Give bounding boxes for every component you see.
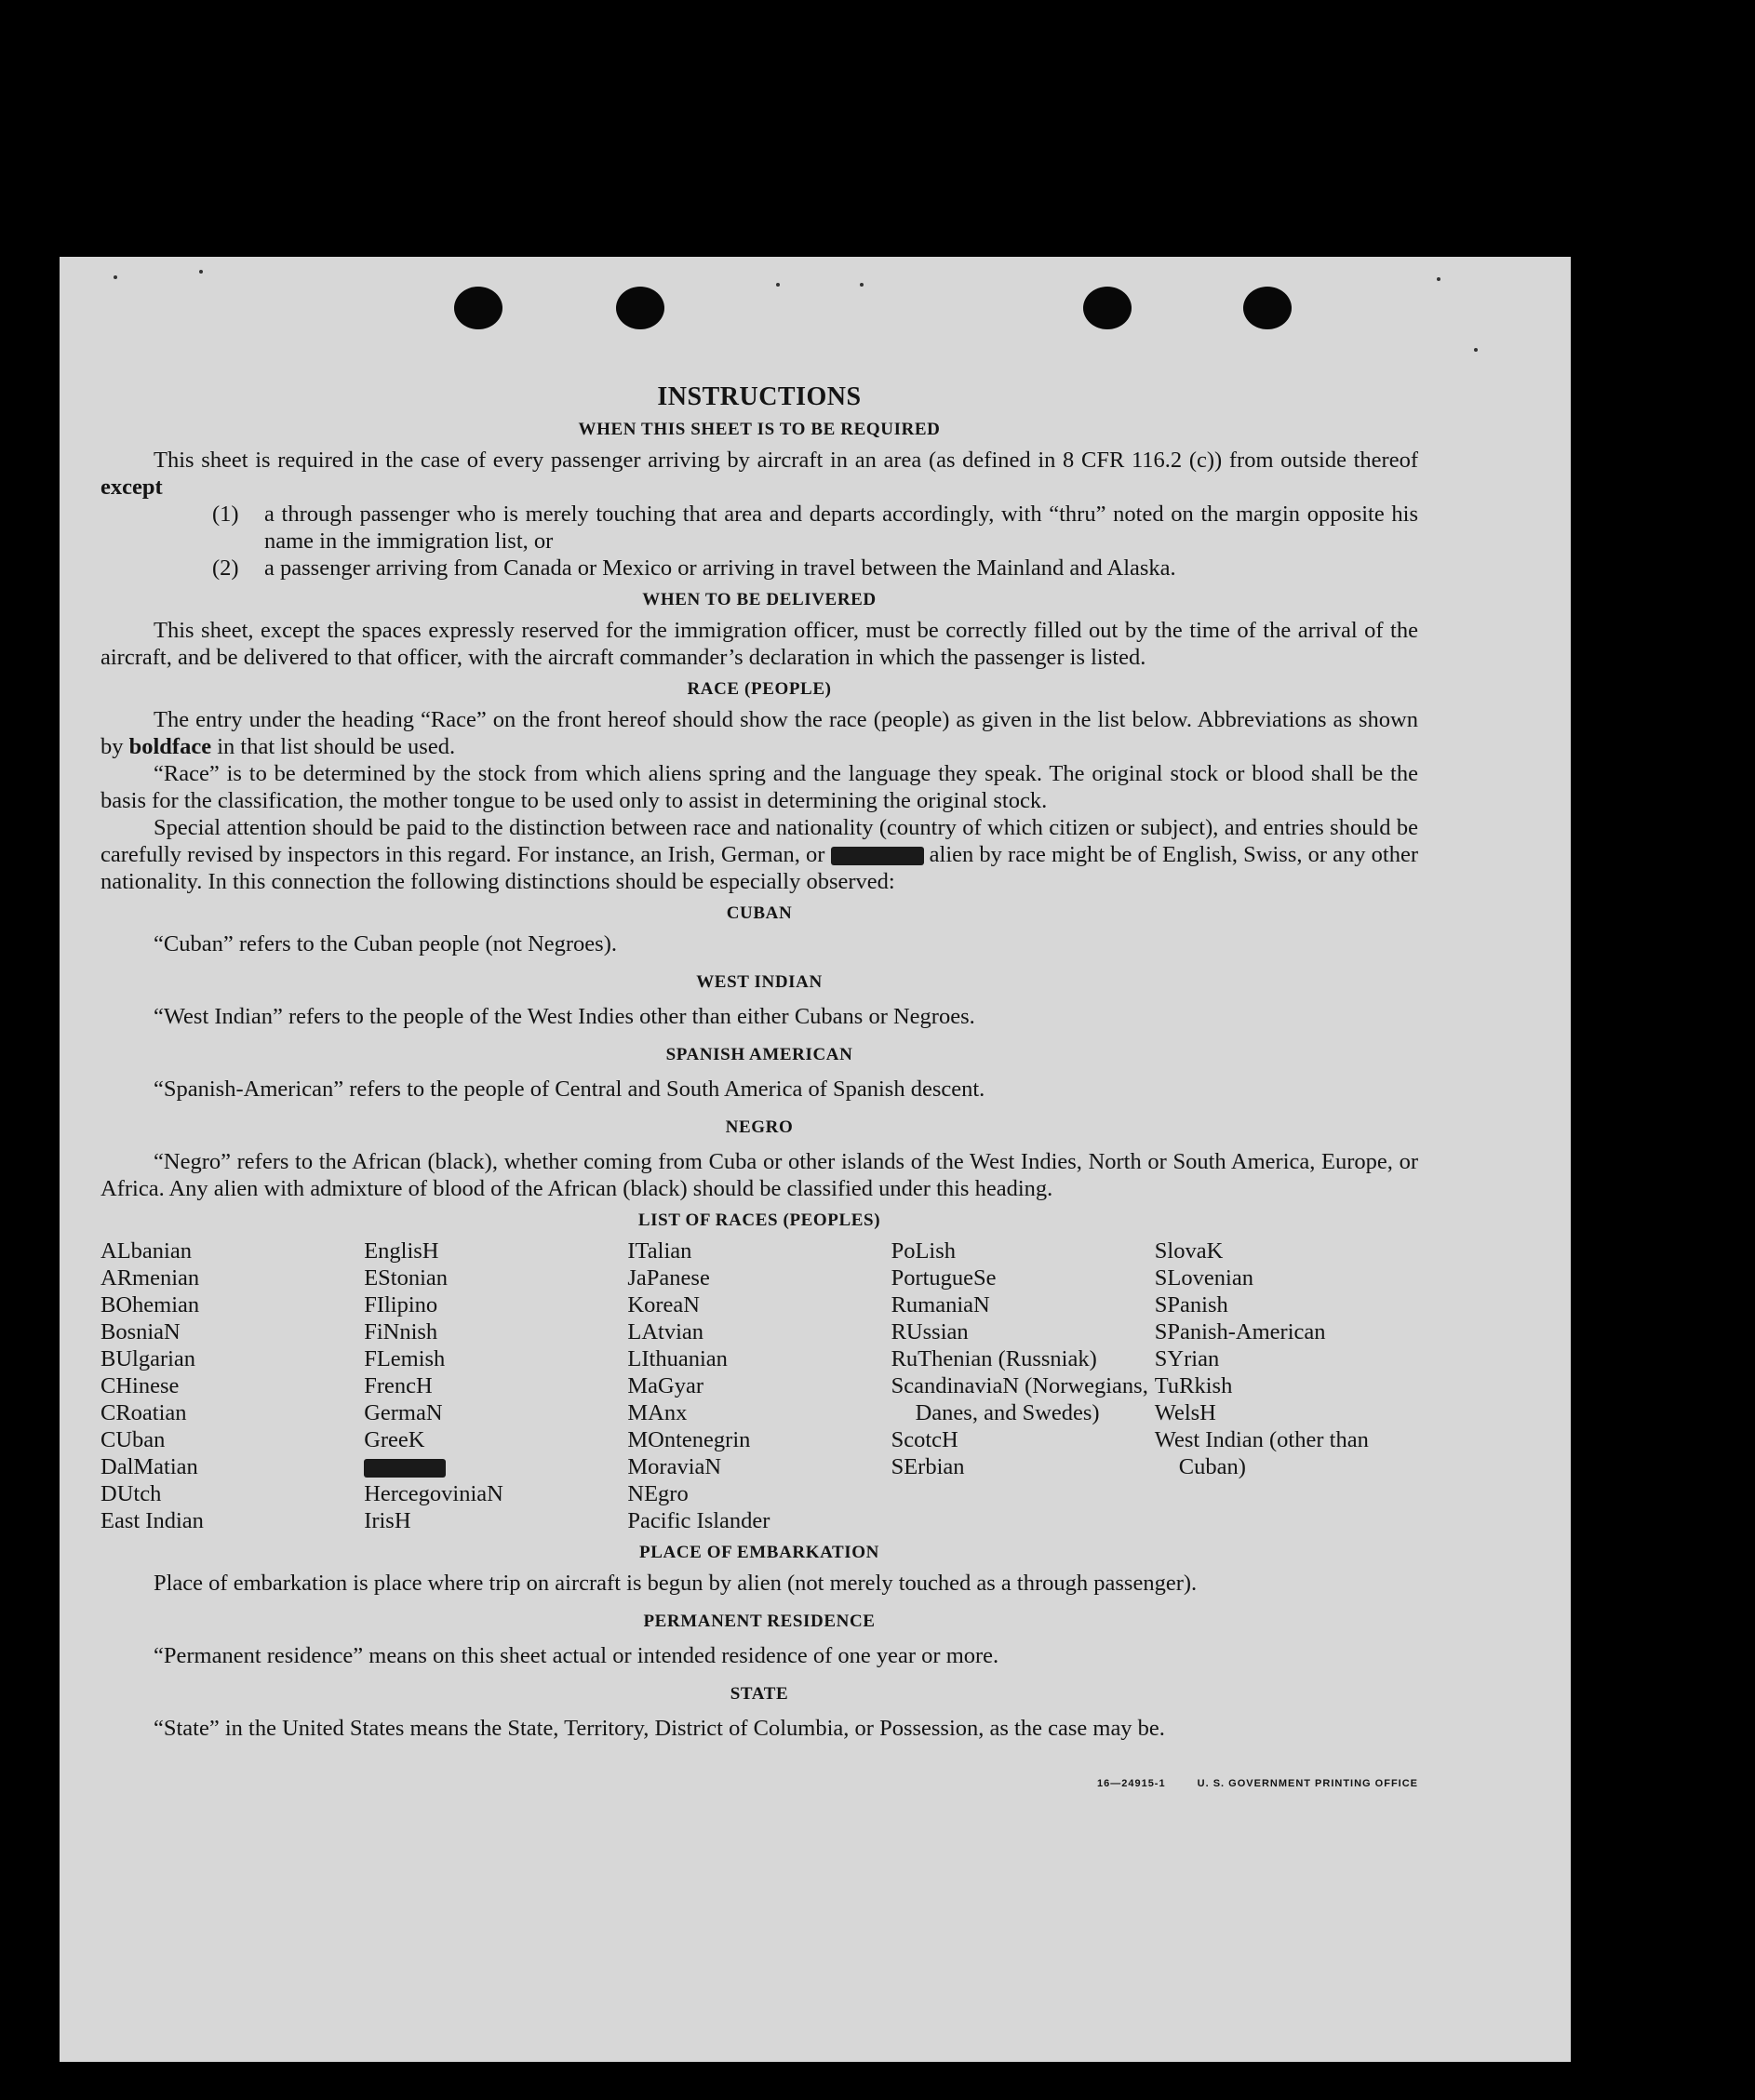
race-entry: IrisH <box>364 1508 411 1533</box>
exception-text: a passenger arriving from Canada or Mexico or arriving in travel between the Mainland and Alaska. <box>264 555 1176 581</box>
races-column-3 <box>627 1237 891 1534</box>
scan-speck <box>114 275 117 279</box>
paragraph-state: “State” in the United States means the State, Territory, District of Columbia, or Possession, as the case may be. <box>154 1716 1165 1741</box>
scan-speck <box>860 283 864 287</box>
paragraph-when-delivered: This sheet, except the spaces expressly reserved for the immigration officer, must be correctly filled out by the time of the arrival of the aircraft, and be delivered to that officer, with the aircraft commander’s declaration in which the passenger is listed. <box>100 618 1418 670</box>
race-entry: NEgro <box>627 1481 689 1506</box>
race-entry: GermaN <box>364 1400 443 1425</box>
race-entry: MOntenegrin <box>627 1427 751 1452</box>
race-entry: LAtvian <box>627 1319 704 1344</box>
paragraph-race-1 <box>100 706 1418 760</box>
race-entry: KoreaN <box>627 1292 700 1318</box>
races-column-2 <box>364 1237 627 1534</box>
race-entry: SPanish-American <box>1154 1319 1326 1344</box>
race-entry: East Indian <box>100 1508 204 1533</box>
race-entry: PoLish <box>891 1238 957 1264</box>
heading-place-of-embarkation: PLACE OF EMBARKATION <box>639 1543 879 1562</box>
text-race-3b: alien by race might be of English, Swiss, or any other nationality. In this connection the following distinctions should be especially observed: <box>100 842 1419 894</box>
heading-permanent-residence: PERMANENT RESIDENCE <box>643 1612 876 1631</box>
race-entry: SLovenian <box>1154 1265 1253 1291</box>
text-race-1a: The entry under the heading “Race” on the front hereof should show the race (people) as given in the list below. Abbreviations as shown by <box>100 707 1418 759</box>
race-entry: West Indian (other than Cuban) <box>1154 1427 1369 1479</box>
race-entry: PortugueSe <box>891 1265 997 1291</box>
race-entry: SErbian <box>891 1454 965 1479</box>
race-entry: FrencH <box>364 1373 433 1398</box>
race-entry: BOhemian <box>100 1292 200 1318</box>
redaction-mark <box>364 1459 446 1478</box>
races-list <box>100 1237 1418 1534</box>
redaction-mark <box>831 847 924 865</box>
paragraph-permanent-residence: “Permanent residence” means on this sheet actual or intended residence of one year or more. <box>154 1643 999 1668</box>
heading-negro: NEGRO <box>725 1117 794 1137</box>
exception-number: (2) <box>212 555 239 581</box>
paragraph-when-required <box>100 447 1418 501</box>
race-entry: SYrian <box>1154 1346 1220 1371</box>
race-entry: BUlgarian <box>100 1346 196 1371</box>
document-content <box>100 382 1419 1789</box>
race-entry: JaPanese <box>627 1265 710 1291</box>
race-entry: ARmenian <box>100 1265 200 1291</box>
race-entry: ScotcH <box>891 1427 958 1452</box>
race-entry: RuThenian (Russniak) <box>891 1346 1097 1371</box>
heading-list-of-races: LIST OF RACES (PEOPLES) <box>637 1211 881 1230</box>
paragraph-spanish-american: “Spanish-American” refers to the people of Central and South America of Spanish descent. <box>154 1077 985 1102</box>
paragraph-race-2: “Race” is to be determined by the stock from which aliens spring and the language they speak. The original stock or blood shall be the basis for the classification, the mother tongue to be used only to assist in determining the original stock. <box>100 761 1418 813</box>
printing-office: U. S. GOVERNMENT PRINTING OFFICE <box>1197 1778 1418 1789</box>
scan-speck <box>1437 277 1440 281</box>
race-entry-redacted <box>364 1453 627 1480</box>
race-entry: BosniaN <box>100 1319 181 1344</box>
scan-speck <box>776 283 780 287</box>
exception-item-1 <box>212 501 1418 555</box>
heading-when-delivered: WHEN TO BE DELIVERED <box>642 590 877 609</box>
heading-when-required: WHEN THIS SHEET IS TO BE REQUIRED <box>578 420 941 439</box>
heading-cuban: CUBAN <box>726 903 793 923</box>
document-sheet <box>60 257 1571 2062</box>
race-entry: GreeK <box>364 1427 425 1452</box>
race-entry: MaGyar <box>627 1373 704 1398</box>
race-entry: RumaniaN <box>891 1292 990 1318</box>
race-entry: CHinese <box>100 1373 180 1398</box>
race-entry: Pacific Islander <box>627 1508 770 1533</box>
race-entry: CRoatian <box>100 1400 187 1425</box>
race-entry: EnglisH <box>364 1238 439 1264</box>
race-entry: MAnx <box>627 1400 688 1425</box>
races-column-1 <box>100 1237 364 1534</box>
paragraph-west-indian: “West Indian” refers to the people of the West Indies other than either Cubans or Negroes. <box>154 1004 975 1029</box>
race-entry: SlovaK <box>1154 1238 1224 1264</box>
race-entry: MoraviaN <box>627 1454 722 1479</box>
printer-imprint <box>1069 1771 1418 1798</box>
race-entry: EStonian <box>364 1265 449 1291</box>
exception-text: a through passenger who is merely touching that area and departs accordingly, with “thru” noted on the margin opposite his name in the immigration list, or <box>264 502 1418 554</box>
race-entry: DUtch <box>100 1481 162 1506</box>
race-entry: RUssian <box>891 1319 969 1344</box>
race-entry: SPanish <box>1154 1292 1228 1318</box>
scan-speck <box>199 270 203 274</box>
punch-hole <box>1243 287 1292 329</box>
race-entry: DalMatian <box>100 1454 198 1479</box>
heading-state: STATE <box>730 1684 789 1704</box>
form-number: 16—24915-1 <box>1096 1778 1166 1789</box>
race-entry: ALbanian <box>100 1238 192 1264</box>
punch-hole <box>1083 287 1132 329</box>
race-entry: CUban <box>100 1427 166 1452</box>
race-entry: FLemish <box>364 1346 446 1371</box>
heading-spanish-american: SPANISH AMERICAN <box>665 1045 853 1064</box>
exception-number: (1) <box>212 502 239 527</box>
paragraph-cuban: “Cuban” refers to the Cuban people (not Negroes). <box>154 931 617 956</box>
race-entry: FIlipino <box>364 1292 438 1318</box>
text-except: except <box>100 475 163 500</box>
heading-race: RACE (PEOPLE) <box>687 679 832 699</box>
race-entry: ITalian <box>627 1238 692 1264</box>
punch-hole <box>616 287 664 329</box>
race-entry: LIthuanian <box>627 1346 728 1371</box>
paragraph-race-3 <box>100 814 1418 895</box>
scan-speck <box>1474 348 1478 352</box>
text-boldface: boldface <box>128 734 212 759</box>
punch-hole <box>454 287 502 329</box>
paragraph-place-of-embarkation: Place of embarkation is place where trip on aircraft is begun by alien (not merely touched as a through passenger). <box>154 1571 1198 1596</box>
paragraph-negro: “Negro” refers to the African (black), whether coming from Cuba or other islands of the West Indies, North or South America, Europe, or Africa. Any alien with admixture of blood of the African (black) should be classified under this heading. <box>100 1149 1418 1201</box>
text-when-required: This sheet is required in the case of every passenger arriving by aircraft in an area (as defined in 8 CFR 116.2 (c)) from outside thereof <box>154 448 1418 473</box>
race-entry: WelsH <box>1154 1400 1216 1425</box>
heading-west-indian: WEST INDIAN <box>696 972 823 992</box>
race-entry: ScandinaviaN (Norwegians, Danes, and Swedes) <box>891 1373 1148 1425</box>
text-race-3a: Special attention should be paid to the distinction between race and nationality (country of which citizen or subject), and entries should be carefully revised by inspectors in this regard. For instance, an Irish, German, or <box>100 815 1418 867</box>
race-entry: HercegoviniaN <box>364 1481 503 1506</box>
document-title: INSTRUCTIONS <box>657 382 862 411</box>
races-column-4 <box>891 1237 1155 1534</box>
race-entry: FiNnish <box>364 1319 438 1344</box>
races-column-5 <box>1155 1237 1418 1534</box>
exception-item-2 <box>212 555 1418 582</box>
race-entry: TuRkish <box>1154 1373 1233 1398</box>
text-race-1b: in that list should be used. <box>217 734 456 759</box>
